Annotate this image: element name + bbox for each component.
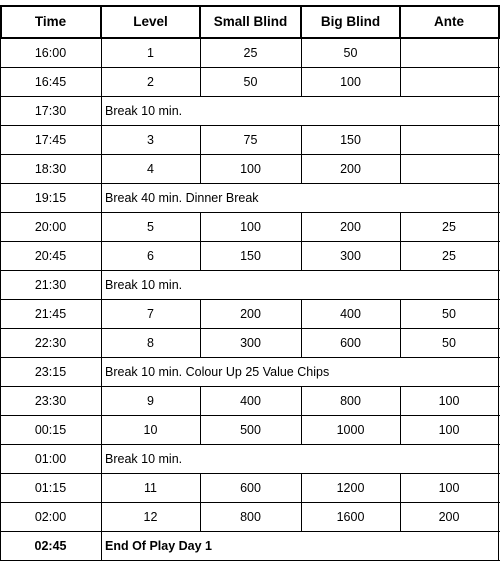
ante-cell: 100 xyxy=(438,481,460,495)
ante-cell: 50 xyxy=(442,336,456,350)
small-blind-cell: 25 xyxy=(243,46,258,60)
time-cell: 16:00 xyxy=(34,46,67,60)
small-blind-cell: 100 xyxy=(240,162,261,176)
time-cell: 17:45 xyxy=(34,133,67,147)
big-blind-cell: 100 xyxy=(340,75,361,89)
small-blind-cell: 300 xyxy=(240,336,261,350)
header-column-divider xyxy=(100,5,102,39)
header-column-divider xyxy=(199,5,201,39)
big-blind-cell: 200 xyxy=(340,220,361,234)
small-blind-cell: 50 xyxy=(243,75,258,89)
time-cell: 21:30 xyxy=(34,278,67,292)
header-top-border xyxy=(0,5,500,7)
time-cell: 02:45 xyxy=(34,539,67,553)
break-note: Break 10 min. xyxy=(105,278,183,292)
time-cell: 20:45 xyxy=(34,249,67,263)
ante-cell: 25 xyxy=(442,220,456,234)
level-cell: 1 xyxy=(147,46,154,60)
header-small-blind: Small Blind xyxy=(213,14,288,29)
header-ante: Ante xyxy=(434,14,464,29)
level-cell: 3 xyxy=(147,133,154,147)
level-cell: 7 xyxy=(147,307,154,321)
level-cell: 12 xyxy=(143,510,158,524)
level-cell: 9 xyxy=(147,394,154,408)
ante-cell xyxy=(400,155,498,184)
row-time-divider xyxy=(101,184,102,213)
ante-cell: 50 xyxy=(442,307,456,321)
time-cell: 20:00 xyxy=(34,220,67,234)
break-note: Break 10 min. xyxy=(105,104,183,118)
end-of-play-note: End Of Play Day 1 xyxy=(105,539,212,553)
row-time-divider xyxy=(101,97,102,126)
time-cell: 18:30 xyxy=(34,162,67,176)
level-cell: 2 xyxy=(147,75,154,89)
row-right-border xyxy=(498,503,499,532)
time-cell: 23:30 xyxy=(34,394,67,408)
ante-cell xyxy=(400,39,498,68)
big-blind-cell: 1000 xyxy=(336,423,365,437)
level-cell: 5 xyxy=(147,220,154,234)
row-right-border xyxy=(498,329,499,358)
row-right-border xyxy=(498,213,499,242)
small-blind-cell: 200 xyxy=(240,307,261,321)
time-cell: 23:15 xyxy=(34,365,67,379)
row-right-border xyxy=(498,416,499,445)
level-cell: 8 xyxy=(147,336,154,350)
big-blind-cell: 1600 xyxy=(336,510,365,524)
big-blind-cell: 1200 xyxy=(336,481,365,495)
small-blind-cell: 500 xyxy=(240,423,261,437)
big-blind-cell: 150 xyxy=(340,133,361,147)
time-cell: 22:30 xyxy=(34,336,67,350)
row-time-divider xyxy=(101,532,102,561)
row-right-border xyxy=(498,445,499,474)
row-right-border xyxy=(498,97,499,126)
row-time-divider xyxy=(101,271,102,300)
big-blind-cell: 50 xyxy=(343,46,358,60)
time-cell: 00:15 xyxy=(34,423,67,437)
row-right-border xyxy=(498,271,499,300)
time-cell: 21:45 xyxy=(34,307,67,321)
time-cell: 16:45 xyxy=(34,75,67,89)
header-big-blind: Big Blind xyxy=(320,14,381,29)
small-blind-cell: 150 xyxy=(240,249,261,263)
header-column-divider xyxy=(399,5,401,39)
row-right-border xyxy=(498,387,499,416)
big-blind-cell: 300 xyxy=(340,249,361,263)
row-right-border xyxy=(498,358,499,387)
header-level: Level xyxy=(133,14,168,29)
row-time-divider xyxy=(101,445,102,474)
row-right-border xyxy=(498,184,499,213)
ante-cell xyxy=(400,68,498,97)
header-column-divider xyxy=(300,5,302,39)
time-cell: 19:15 xyxy=(34,191,67,205)
ante-cell: 100 xyxy=(438,394,460,408)
small-blind-cell: 75 xyxy=(243,133,258,147)
row-right-border xyxy=(498,68,499,97)
small-blind-cell: 600 xyxy=(240,481,261,495)
level-cell: 11 xyxy=(144,481,157,495)
row-right-border xyxy=(498,155,499,184)
big-blind-cell: 400 xyxy=(340,307,361,321)
ante-cell: 100 xyxy=(438,423,460,437)
level-cell: 6 xyxy=(147,249,154,263)
row-right-border xyxy=(498,474,499,503)
small-blind-cell: 100 xyxy=(240,220,261,234)
big-blind-cell: 600 xyxy=(340,336,361,350)
big-blind-cell: 800 xyxy=(340,394,361,408)
row-time-divider xyxy=(101,358,102,387)
row-right-border xyxy=(498,300,499,329)
ante-cell: 200 xyxy=(438,510,460,524)
time-cell: 17:30 xyxy=(34,104,67,118)
break-note: Break 10 min. xyxy=(105,452,183,466)
small-blind-cell: 400 xyxy=(240,394,261,408)
header-time: Time xyxy=(34,14,67,29)
row-right-border xyxy=(498,39,499,68)
ante-cell: 25 xyxy=(442,249,456,263)
break-note: Break 10 min. Colour Up 25 Value Chips xyxy=(105,365,330,379)
time-cell: 01:00 xyxy=(34,452,67,466)
time-cell: 02:00 xyxy=(34,510,67,524)
time-cell: 01:15 xyxy=(34,481,67,495)
ante-cell xyxy=(400,126,498,155)
small-blind-cell: 800 xyxy=(240,510,261,524)
level-cell: 10 xyxy=(143,423,158,437)
row-right-border xyxy=(498,532,499,561)
row-right-border xyxy=(498,126,499,155)
break-note: Break 40 min. Dinner Break xyxy=(105,191,259,205)
level-cell: 4 xyxy=(147,162,154,176)
header-column-divider xyxy=(0,5,2,39)
big-blind-cell: 200 xyxy=(340,162,361,176)
row-right-border xyxy=(498,242,499,271)
